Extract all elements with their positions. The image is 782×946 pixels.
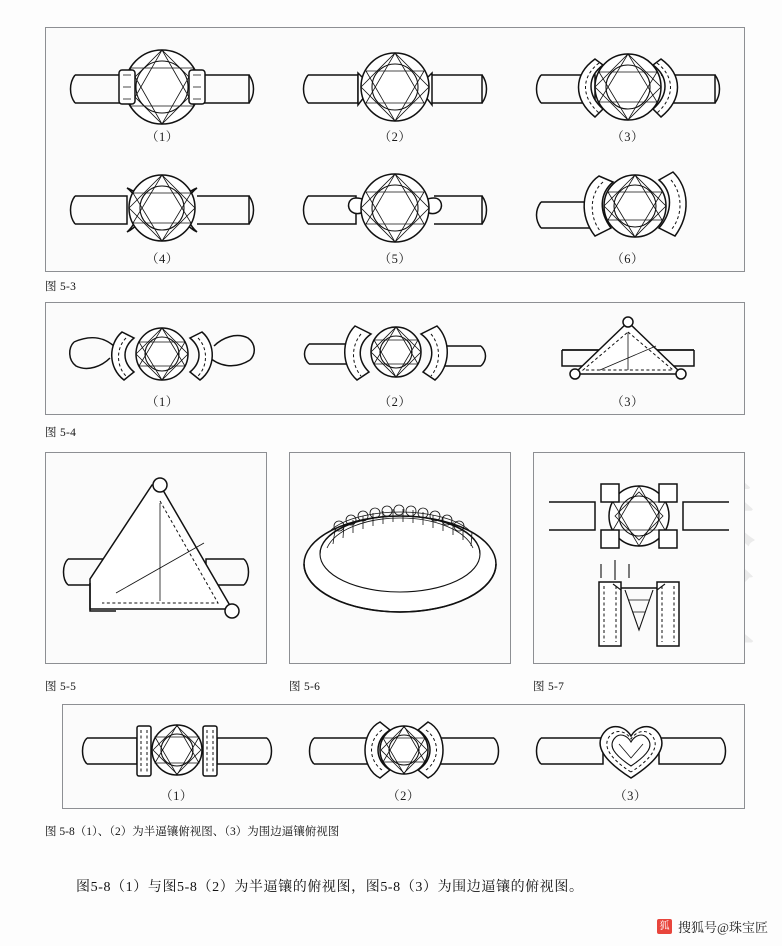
ring-illustration-eternity-band [290, 453, 510, 663]
ring-illustration-top-and-section-view [534, 453, 744, 663]
figure-panel-5-8 [62, 704, 745, 809]
ring-illustration-double-claw-set [46, 156, 279, 253]
figure-item-caption: （2） [378, 130, 412, 144]
figure-panel-5-5 [45, 452, 267, 664]
figure-panel-5-7 [533, 452, 745, 664]
figure-item [46, 453, 266, 663]
figure-item-caption: （3） [611, 394, 645, 409]
figure-panel-5-4 [45, 302, 745, 415]
figure-item-caption: （1） [145, 130, 179, 144]
figure-item-caption: （2） [378, 394, 412, 409]
figure-item-caption: （5） [378, 251, 412, 266]
figure-item [511, 150, 744, 272]
figure-label-5-5: 图 5-5 [45, 681, 77, 693]
sohu-logo-icon: 狐 [657, 919, 672, 934]
figure-item [46, 303, 279, 414]
ring-illustration-channel-set [511, 34, 744, 131]
figure-item-caption: （2） [387, 788, 420, 803]
ring-illustration-prong-set [46, 34, 279, 131]
figure-item [517, 705, 744, 808]
ring-illustration-triangle-set [511, 309, 744, 396]
footer-text: 搜狐号@珠宝匠 [678, 920, 768, 935]
figure-item-caption: （1） [160, 788, 193, 803]
figure-item [279, 303, 512, 414]
figure-item [279, 150, 512, 272]
ring-illustration-half-bezel-curved-top-view [290, 711, 517, 790]
ring-illustration-wave-set [46, 309, 279, 396]
figure-item-caption: （4） [145, 251, 179, 266]
figure-item [290, 705, 517, 808]
ring-illustration-heart-surround-set [517, 711, 744, 790]
figure-label-5-3: 图 5-3 [45, 281, 77, 293]
figure-item [46, 28, 279, 150]
figure-item [534, 453, 744, 663]
figure-item [511, 303, 744, 414]
figure-item [279, 28, 512, 150]
figure-label-5-4: 图 5-4 [45, 427, 77, 439]
footer-attribution [657, 917, 768, 936]
figure-item [290, 453, 510, 663]
body-paragraph: 图5-8（1）与图5-8（2）为半逼镶的俯视图，图5-8（3）为围边逼镶的俯视图。 [76, 880, 584, 895]
figure-item [63, 705, 290, 808]
ring-illustration-tapered-set [279, 309, 512, 396]
figure-item-caption: （3） [614, 788, 647, 803]
ring-illustration-bowtie-set [279, 34, 512, 131]
figure-item-caption: （1） [145, 394, 179, 409]
ring-illustration-half-bezel-top-view [63, 711, 290, 790]
figure-item [46, 150, 279, 272]
ring-illustration-triangle-side [46, 453, 266, 663]
ring-illustration-asymmetric-set [511, 156, 744, 253]
figure-label-5-7: 图 5-7 [533, 681, 565, 693]
figure-panel-5-6 [289, 452, 511, 664]
figure-label-5-6: 图 5-6 [289, 681, 321, 693]
figure-label-5-8: 图 5-8（1）、（2）为半逼镶俯视图、（3）为围边逼镶俯视图 [45, 826, 340, 838]
figure-panel-5-3 [45, 27, 745, 272]
figure-item [511, 28, 744, 150]
ring-illustration-knot-set [279, 156, 512, 253]
figure-item-caption: （3） [611, 130, 645, 144]
figure-item-caption: （6） [611, 251, 645, 266]
